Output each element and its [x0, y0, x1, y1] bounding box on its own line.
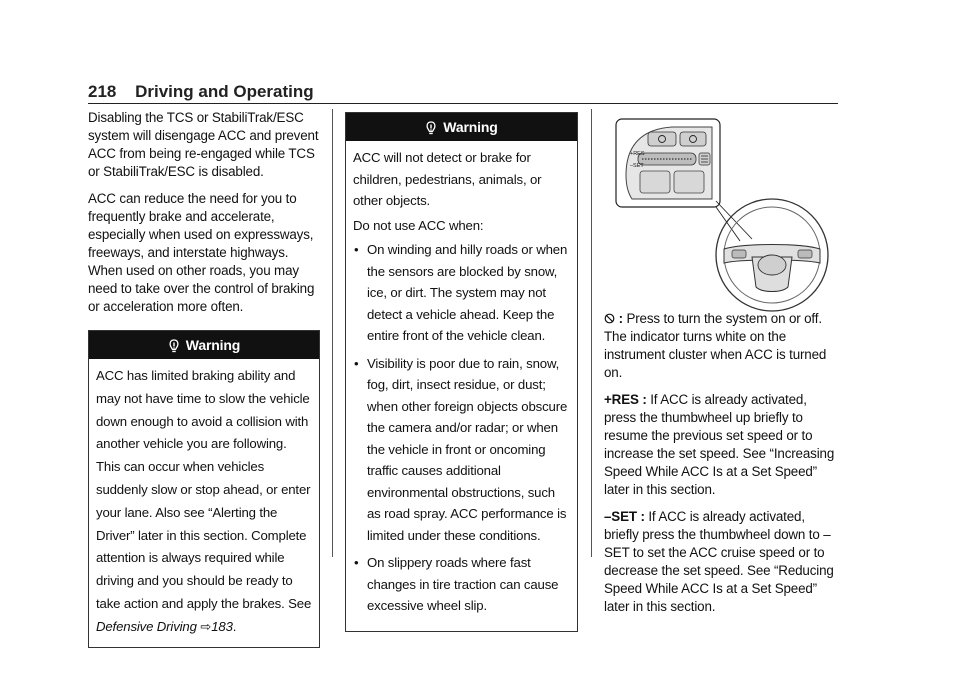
warning-box: [345, 112, 578, 632]
term-colon: :: [638, 392, 651, 407]
description-text: Press to turn the system on or off. The indicator turns white on the instrument cluster when ACC is turned on.: [604, 311, 827, 380]
column-2: [345, 112, 578, 632]
warning-intro: ACC will not detect or brake for children, pedestrians, animals, or other objects.: [353, 150, 542, 208]
column-3: [604, 310, 838, 625]
bullet: •: [354, 555, 359, 570]
warning-lead: Do not use ACC when:: [353, 217, 484, 233]
control-description: [604, 508, 838, 616]
list-item-text: Visibility is poor due to rain, snow, fog, dirt, insect residue, or dust; when other foreign objects obscure the camera and/or radar; or when the vehicle in front or oncoming traffic causes additional environmental obstructions, such as road spray. ACC performance is limited under these conditions.: [367, 355, 568, 543]
res-label: +RES: [630, 151, 645, 157]
bullet: •: [354, 355, 359, 371]
description-text: If ACC is already activated, briefly press the thumbwheel down to –SET to set the ACC cruise speed or to decrease the set speed. See “Reducing Speed While ACC Is at a Set Speed” later in this section.: [604, 509, 834, 614]
list-item: [353, 552, 570, 617]
steering-wheel: [716, 199, 828, 311]
warning-title: Warning: [443, 119, 498, 135]
list-item-text: On slippery roads where fast changes in tire traction can cause excessive wheel slip.: [367, 555, 559, 613]
reference-end: .: [232, 618, 237, 634]
column-divider: [591, 109, 592, 557]
list-item: [353, 239, 570, 347]
warning-list: [353, 239, 570, 617]
warning-exclamation-icon: [168, 339, 180, 353]
warning-exclamation-icon: [425, 121, 437, 135]
set-label: –SET: [630, 163, 644, 169]
acc-onoff-button: [680, 132, 706, 146]
cross-reference-link[interactable]: Defensive Driving: [96, 618, 197, 634]
set-term: –SET: [604, 509, 637, 524]
bullet: •: [354, 242, 359, 257]
control-description: [604, 310, 838, 382]
cruise-button: [648, 132, 676, 146]
paragraph: Disabling the TCS or StabiliTrak/ESC system will disengage ACC and prevent ACC from being re-engaged while TCS or StabiliTrak/ESC is disabled.: [88, 110, 319, 179]
cross-reference-page[interactable]: 183: [211, 618, 233, 634]
column-divider: [332, 109, 333, 557]
warning-header: [89, 331, 319, 359]
control-description: [604, 391, 838, 499]
list-item: [353, 353, 570, 547]
term-colon: :: [636, 509, 649, 524]
warning-header: [346, 113, 577, 141]
warning-body: [89, 359, 319, 647]
section-title: Driving and Operating: [135, 82, 314, 101]
term-colon: :: [615, 311, 627, 326]
warning-box: [88, 330, 320, 648]
column-1: [88, 109, 320, 648]
page-number: 218: [88, 82, 117, 101]
res-term: +RES: [604, 392, 639, 407]
page-header: [88, 82, 314, 102]
paragraph: ACC can reduce the need for you to frequently brake and accelerate, especially when used on expressways, freeways, and interstate highways. When used on other roads, you may need to take over the control of braking or acceleration more often.: [88, 191, 315, 314]
description-text: If ACC is already activated, press the thumbwheel up briefly to resume the previous set speed or to increase the set speed. See “Increasing Speed While ACC Is at a Set Speed” later in this section.: [604, 392, 835, 497]
warning-body: [346, 141, 577, 631]
warning-text: ACC has limited braking ability and may not have time to slow the vehicle down enough to avoid a collision with another vehicle you are following. This can occur when vehicles suddenly slow or stop ahead, or enter your lane. Also see “Alerting the Driver” later in this section. Complete attention is always required while driving and you should be ready to take action and apply the brakes. See: [96, 368, 312, 611]
steering-wheel-controls-illustration: [612, 115, 832, 315]
list-item-text: On winding and hilly roads or when the sensors are blocked by snow, ice, or dirt. The system may not detect a vehicle ahead. Keep the entire front of the vehicle clean.: [367, 242, 568, 343]
acc-onoff-icon: [604, 313, 615, 324]
warning-title: Warning: [185, 337, 241, 353]
page-arrow-icon: ⇨: [200, 618, 212, 634]
header-rule: [88, 103, 838, 104]
